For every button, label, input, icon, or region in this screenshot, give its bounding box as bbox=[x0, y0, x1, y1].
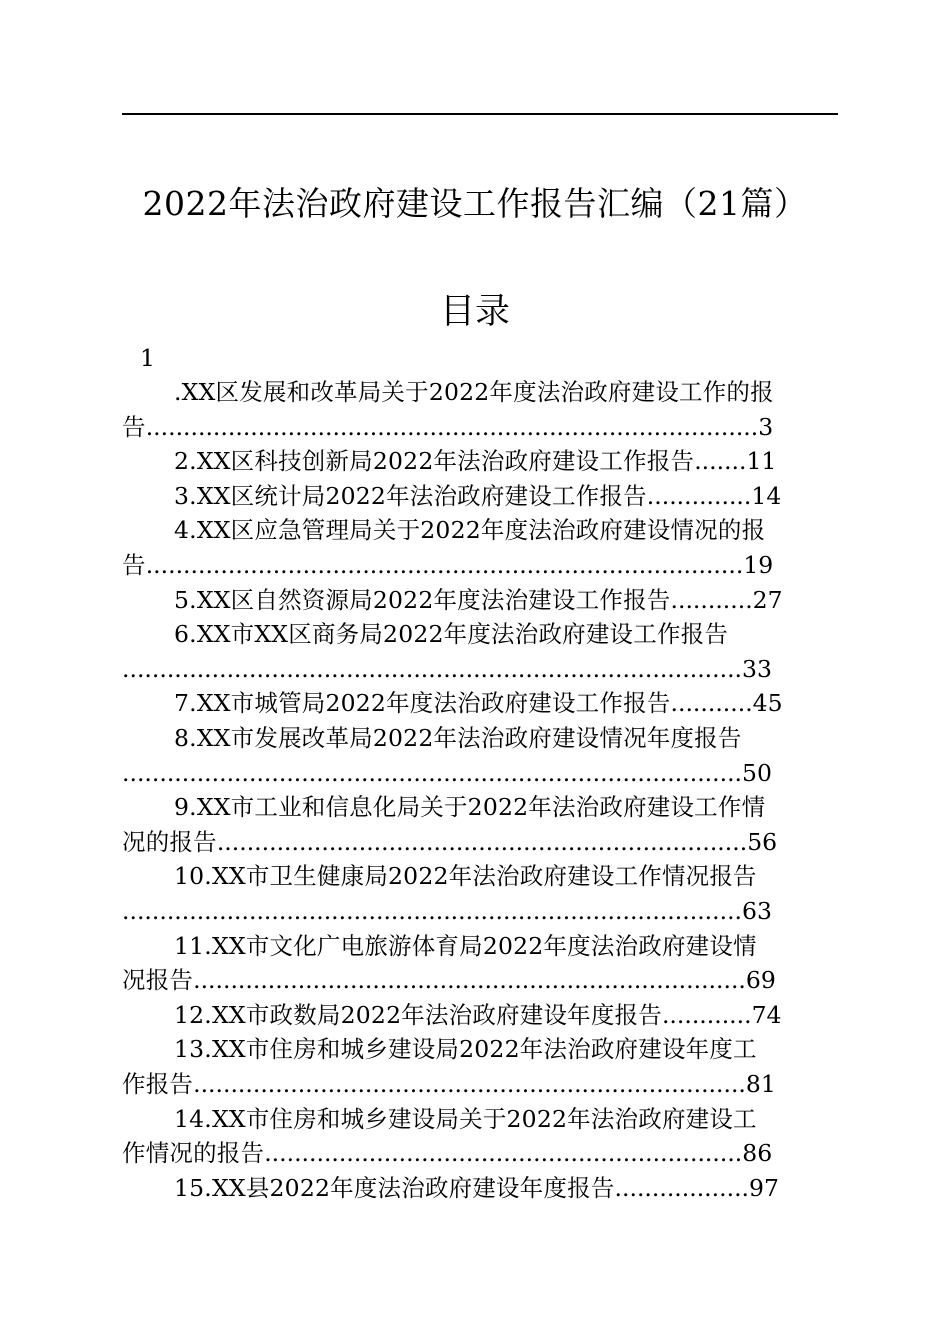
toc-entry-line bbox=[122, 652, 838, 686]
toc-entry-line bbox=[122, 617, 890, 651]
toc-leader-dots: .................................................................................. bbox=[145, 412, 759, 441]
toc-entry-line bbox=[122, 479, 890, 513]
toc-page-number: 63 bbox=[742, 897, 772, 925]
toc-entry-line bbox=[122, 859, 890, 893]
toc-entry-text: 作报告 bbox=[122, 1070, 194, 1098]
toc-leader-dots: ................................................................................... bbox=[122, 897, 743, 925]
toc-entry-text: 5.XX区自然资源局2022年度法治建设工作报告 bbox=[174, 585, 671, 614]
toc-entry-text: 3.XX区统计局2022年法治政府建设工作报告 bbox=[174, 481, 647, 510]
toc-entry-line bbox=[122, 825, 838, 859]
toc-leader-dots: .................. bbox=[614, 1173, 750, 1202]
toc-page-number: 3 bbox=[758, 412, 774, 441]
toc-page-number: 45 bbox=[752, 689, 783, 718]
toc-stray-number: 1 bbox=[140, 344, 155, 372]
toc-entry-text: 2.XX区科技创新局2022年法治政府建设工作报告 bbox=[174, 447, 695, 476]
toc-page-number: 50 bbox=[742, 758, 772, 787]
toc-leader-dots: .......................................................................... bbox=[193, 966, 746, 995]
toc-entry-text: 告 bbox=[122, 412, 146, 441]
toc-entry-line bbox=[122, 894, 838, 928]
toc-entry-line bbox=[122, 963, 838, 997]
toc-entry-text: 13.XX市住房和城乡建设局2022年法治政府建设年度工 bbox=[174, 1035, 757, 1064]
toc-entry-text: 15.XX县2022年度法治政府建设年度报告 bbox=[174, 1173, 615, 1202]
toc-entry-text: 8.XX市发展改革局2022年法治政府建设情况年度报告 bbox=[174, 724, 742, 752]
toc-leader-dots: .............. bbox=[646, 481, 752, 510]
toc-page-number: 11 bbox=[746, 447, 777, 476]
toc-page-number: 86 bbox=[742, 1139, 773, 1168]
toc-entry-text: 11.XX市文化广电旅游体育局2022年度法治政府建设情 bbox=[174, 931, 757, 960]
toc-entry-text: 10.XX市卫生健康局2022年法治政府建设工作情况报告 bbox=[174, 862, 757, 891]
toc-entry-line bbox=[122, 998, 890, 1032]
toc-leader-dots: ................................................................ bbox=[264, 1139, 743, 1168]
toc-entry-line bbox=[122, 375, 890, 409]
toc-page-number: 69 bbox=[745, 966, 776, 995]
toc-entry-text: 况的报告 bbox=[122, 827, 217, 856]
toc-entry-text: 况报告 bbox=[122, 966, 194, 995]
toc-entry-text: 6.XX市XX区商务局2022年度法治政府建设工作报告 bbox=[174, 620, 729, 649]
toc-leader-dots: ................................................................................... bbox=[122, 654, 743, 683]
toc-entry-text: 作情况的报告 bbox=[122, 1139, 265, 1168]
toc-heading: 目录 bbox=[439, 292, 510, 332]
toc-page-number: 97 bbox=[749, 1173, 779, 1202]
toc-entry-line bbox=[122, 548, 838, 582]
toc-entry-line bbox=[122, 929, 890, 963]
toc-entry-text: 9.XX市工业和信息化局关于2022年法治政府建设工作情 bbox=[174, 793, 766, 822]
toc-entry-line bbox=[122, 583, 890, 617]
toc-page-number: 14 bbox=[751, 481, 782, 510]
toc-leader-dots: ................................................................................ bbox=[145, 551, 744, 579]
toc-leader-dots: ....................................................................... bbox=[216, 827, 748, 856]
toc-entry-text: 7.XX市城管局2022年度法治政府建设工作报告 bbox=[174, 689, 671, 718]
toc-entry-line bbox=[122, 721, 890, 755]
toc-entry-line bbox=[122, 686, 890, 720]
toc-leader-dots: ............ bbox=[661, 1000, 752, 1029]
toc-page-number: 56 bbox=[747, 827, 778, 856]
toc-entry-text: 告 bbox=[122, 551, 146, 579]
toc-entry-line bbox=[122, 513, 890, 547]
toc-entry-line bbox=[122, 444, 890, 478]
toc-entry-line bbox=[122, 410, 838, 444]
toc-entry-text: 12.XX市政数局2022年法治政府建设年度报告 bbox=[174, 1000, 662, 1029]
toc-entry-line bbox=[122, 1067, 838, 1101]
toc-entry-text: 14.XX市住房和城乡建设局关于2022年法治政府建设工 bbox=[174, 1104, 757, 1133]
toc-page-number: 81 bbox=[745, 1070, 776, 1098]
toc-page-number: 74 bbox=[751, 1000, 782, 1029]
toc-page-number: 27 bbox=[752, 585, 783, 614]
toc-leader-dots: ........... bbox=[670, 689, 753, 718]
toc-entry-line bbox=[122, 790, 890, 824]
document-title: 2022年法治政府建设工作报告汇编（21篇） bbox=[142, 184, 808, 223]
toc-entry-line bbox=[122, 1171, 890, 1205]
toc-entry-line bbox=[122, 756, 838, 790]
toc-entry-line bbox=[122, 1102, 890, 1136]
toc-entry-text: 4.XX区应急管理局关于2022年度法治政府建设情况的报 bbox=[174, 516, 766, 545]
toc-entry-text: .XX区发展和改革局关于2022年度法治政府建设工作的报 bbox=[174, 378, 774, 406]
toc-entry-line bbox=[122, 1032, 890, 1066]
toc-page-number: 19 bbox=[743, 551, 774, 579]
toc-leader-dots: ........... bbox=[670, 585, 753, 614]
toc-leader-dots: ................................................................................... bbox=[122, 758, 743, 787]
toc-page-number: 33 bbox=[742, 654, 772, 683]
toc-leader-dots: .......................................................................... bbox=[193, 1070, 746, 1098]
toc-leader-dots: ....... bbox=[694, 447, 747, 476]
header-rule bbox=[122, 113, 838, 115]
toc-entry-line bbox=[122, 1136, 838, 1170]
